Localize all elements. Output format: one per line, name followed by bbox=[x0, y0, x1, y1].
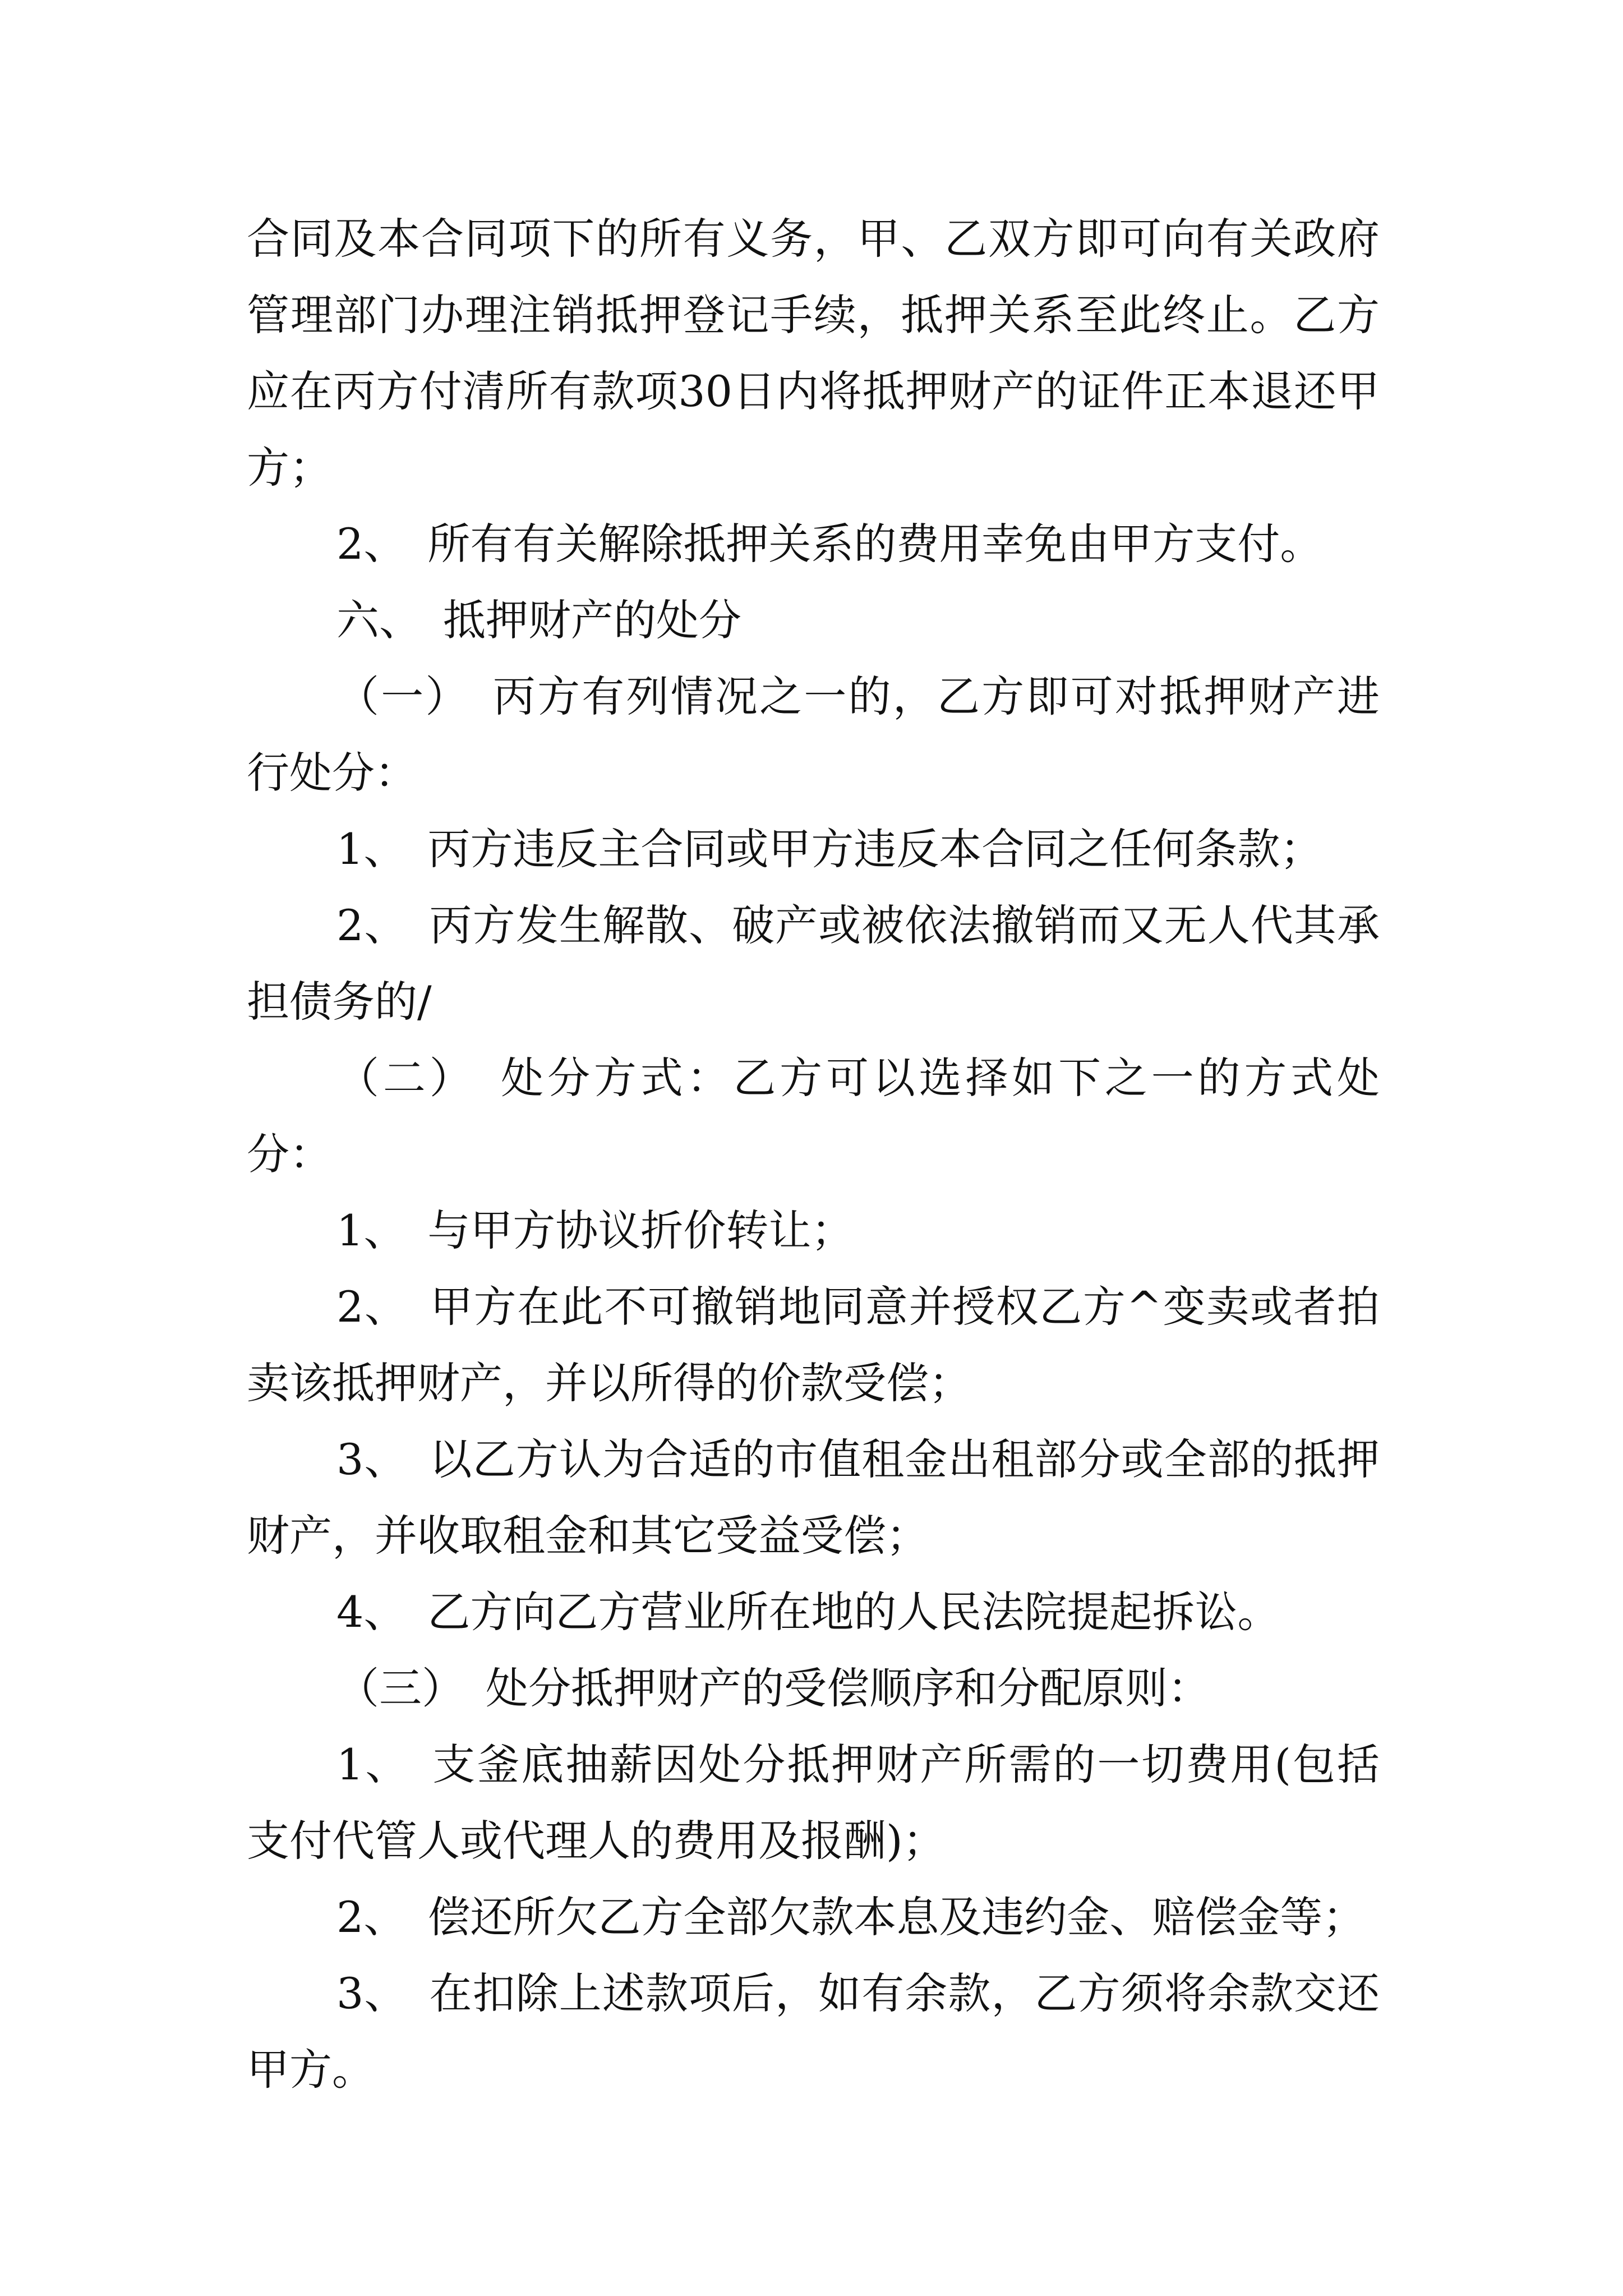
clause-2-release-fees: 2、 所有有关解除抵押关系的费用幸免由甲方支付。 bbox=[336, 519, 1323, 569]
subsection-3-distribution: （三） 处分抵押财产的受偿顺序和分配原则： bbox=[336, 1663, 1210, 1713]
distribution-1: 1、 支釜底抽薪因处分抵押财产所需的一切费用(包括支付代管人或代理人的费用及报酬)； bbox=[247, 1740, 1380, 1866]
subsection-1-conditions: （一） 丙方有列情况之一的，乙方即可对抵押财产进行处分： bbox=[247, 671, 1380, 798]
method-2: 2、 甲方在此不可撤销地同意并授权乙方^变卖或者拍卖该抵押财产，并以所得的价款受偿； bbox=[247, 1282, 1380, 1408]
paragraph-continuation: 合同及本合同项下的所有义务，甲、乙双方即可向有关政府管理部门办理注销抵押登记手续，抵押关系至此终止。乙方应在丙方付清所有款项30日内将抵押财产的证件正本退还甲方； bbox=[247, 214, 1380, 493]
method-1: 1、 与甲方协议折价转让； bbox=[336, 1205, 854, 1255]
method-4: 4、 乙方向乙方营业所在地的人民法院提起拆讼。 bbox=[336, 1587, 1280, 1637]
subsection-2-disposal-methods: （二） 处分方式：乙方可以选择如下之一的方式处分： bbox=[247, 1053, 1380, 1179]
distribution-3: 3、 在扣除上述款项后，如有余款，乙方须将余款交还甲方。 bbox=[247, 1968, 1380, 2095]
method-3: 3、 以乙方认为合适的市值租金出租部分或全部的抵押财产，并收取租金和其它受益受偿； bbox=[247, 1434, 1380, 1561]
section-6-heading: 六、 抵押财产的处分 bbox=[336, 595, 741, 645]
condition-2: 2、 丙方发生解散、破产或被依法撤销而又无人代其承担债务的/ bbox=[247, 900, 1380, 1027]
document-body bbox=[247, 201, 1380, 2108]
condition-1: 1、 丙方违反主合同或甲方违反本合同之任何条款； bbox=[336, 824, 1323, 874]
distribution-2: 2、 偿还所欠乙方全部欠款本息及违约金、赔偿金等； bbox=[336, 1892, 1366, 1942]
